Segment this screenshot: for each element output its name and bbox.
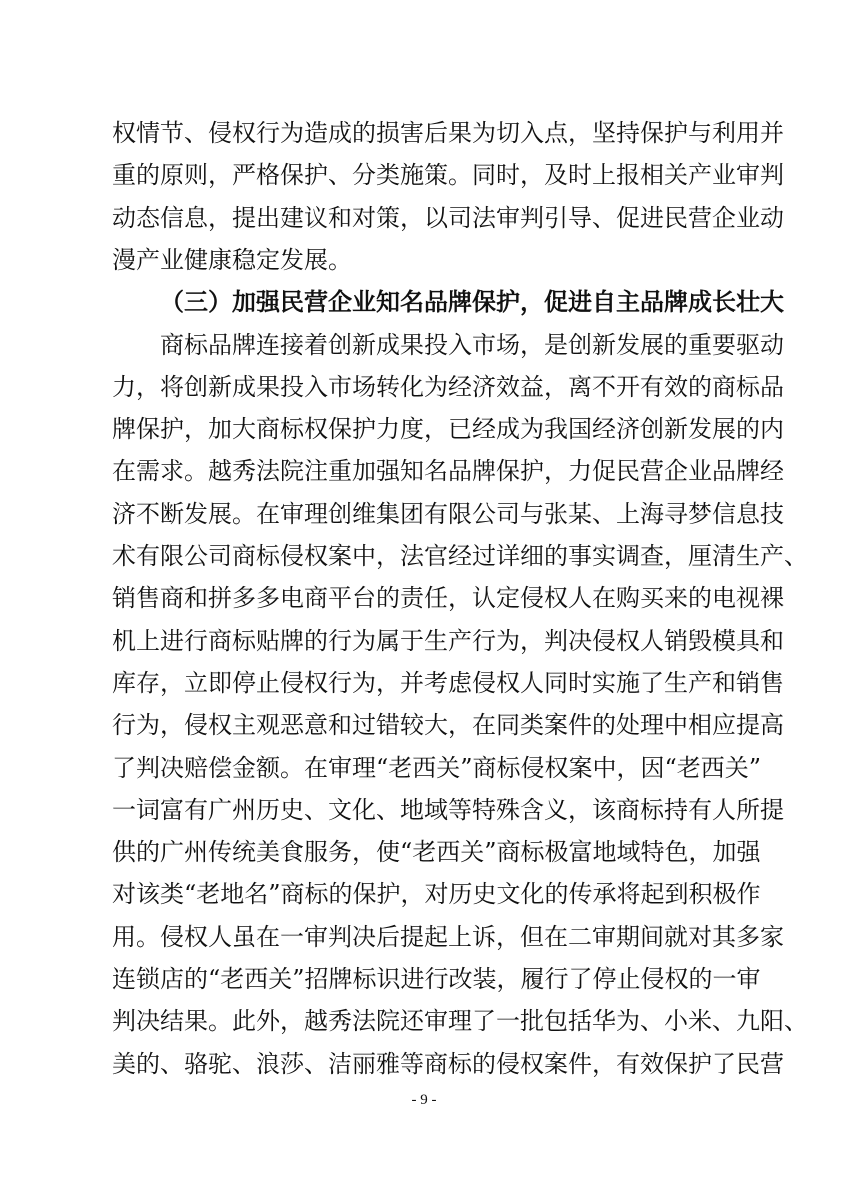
paragraph-line: 了判决赔偿金额。在审理“老西关”商标侵权案中，因“老西关” [112, 754, 762, 782]
paragraph-line: 连锁店的“老西关”招牌标识进行改装，履行了停止侵权的一审 [112, 965, 761, 993]
section-heading: （三）加强民营企业知名品牌保护，促进自主品牌成长壮大 [160, 287, 784, 316]
page-number: - 9 - [411, 1092, 437, 1108]
paragraph-line: 销售商和拼多多电商平台的责任，认定侵权人在购买来的电视裸 [112, 584, 784, 612]
paragraph-line: 机上进行商标贴牌的行为属于生产行为，判决侵权人销毁模具和 [112, 627, 784, 655]
paragraph-line: 济不断发展。在审理创维集团有限公司与张某、上海寻梦信息技 [112, 500, 784, 528]
paragraph-line: 行为，侵权主观恶意和过错较大，在同类案件的处理中相应提高 [112, 711, 784, 739]
paragraph-line: 对该类“老地名”商标的保护，对历史文化的传承将起到积极作 [112, 880, 761, 908]
paragraph-line: 在需求。越秀法院注重加强知名品牌保护，力促民营企业品牌经 [112, 457, 784, 485]
paragraph-line: 权情节、侵权行为造成的损害后果为切入点，坚持保护与利用并 [112, 119, 784, 147]
paragraph-line: 商标品牌连接着创新成果投入市场，是创新发展的重要驱动 [160, 331, 784, 359]
paragraph-line: 供的广州传统美食服务，使“老西关”商标极富地域特色，加强 [112, 838, 761, 866]
paragraph-line: 一词富有广州历史、文化、地域等特殊含义，该商标持有人所提 [112, 796, 784, 824]
paragraph-line: 库存，立即停止侵权行为，并考虑侵权人同时实施了生产和销售 [112, 669, 784, 697]
paragraph-line: 术有限公司商标侵权案中，法官经过详细的事实调查，厘清生产、 [112, 542, 808, 570]
paragraph-line: 用。侵权人虽在一审判决后提起上诉，但在二审期间就对其多家 [112, 923, 784, 951]
paragraph-line: 漫产业健康稳定发展。 [112, 246, 352, 274]
paragraph-line: 牌保护，加大商标权保护力度，已经成为我国经济创新发展的内 [112, 415, 784, 443]
paragraph-line: 重的原则，严格保护、分类施策。同时，及时上报相关产业审判 [112, 161, 784, 189]
paragraph-line: 判决结果。此外，越秀法院还审理了一批包括华为、小米、九阳、 [112, 1007, 808, 1035]
paragraph-line: 力，将创新成果投入市场转化为经济效益，离不开有效的商标品 [112, 373, 784, 401]
paragraph-line: 美的、骆驼、浪莎、洁丽雅等商标的侵权案件，有效保护了民营 [112, 1050, 784, 1078]
paragraph-line: 动态信息，提出建议和对策，以司法审判引导、促进民营企业动 [112, 204, 784, 232]
